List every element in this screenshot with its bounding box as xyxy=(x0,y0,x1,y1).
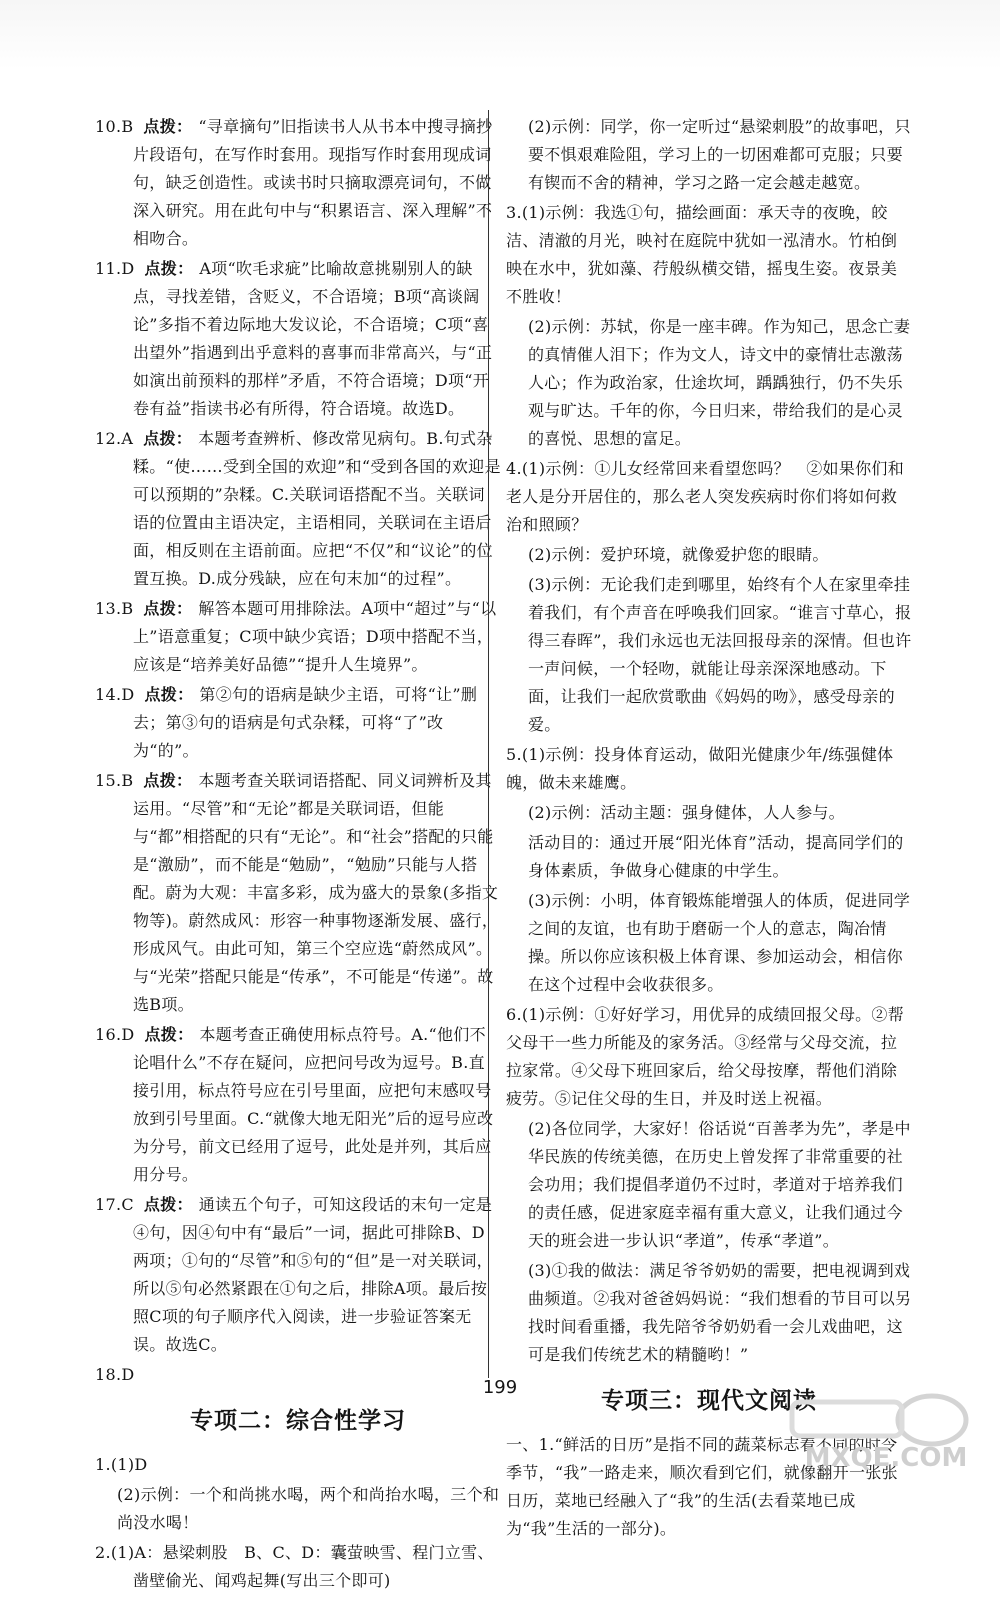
answer-paragraph: (2)示例：苏轼，你是一座丰碑。作为知己，思念亡妻的真情催人泪下；作为文人，诗文中的豪情壮志激荡人心；作为政治家，仕途坎坷，踽踽独行，仍不失乐观与旷达。千年的你，今日归来，带给我们的是心灵的喜悦、思想的富足。 xyxy=(528,317,911,448)
hint-label: 点拨： xyxy=(144,259,194,278)
answer-paragraph: 4.(1)示例：①儿女经常回来看望您吗？ ②如果你们和老人是分开居住的，那么老人突发疾病时你们将如何救治和照顾？ xyxy=(506,459,905,534)
answer-text: 本题考查关联词语搭配、同义词辨析及其运用。“尽管”和“无论”都是关联词语，但能与“都”相搭配的只有“无论”。和“社会”搭配的只能是“激励”，而不能是“勉励”，“勉励”只能与人搭配。蔚为大观：丰富多彩，成为盛大的景象(多指文物等)。蔚然成风：形容一种事物逐渐发展、盛行，形成风气。由此可知，第三个空应选“蔚然成风”。与“光荣”搭配只能是“传承”，不可能是“传递”。故选B项。 xyxy=(133,771,499,1014)
answer-text: 第②句的语病是缺少主语，可将“让”删去；第③句的语病是句式杂糅，可将“了”改为“的”。 xyxy=(133,685,478,760)
answer-paragraph: (3)示例：无论我们走到哪里，始终有个人在家里牵挂着我们，有个声音在呼唤我们回家。“谁言寸草心，报得三春晖”，我们永远也无法回报母亲的深情。但也许一声问候，一个轻吻，就能让母亲深深地感动。下面，让我们一起欣赏歌曲《妈妈的吻》，感受母亲的爱。 xyxy=(528,575,912,734)
section-heading-2: 专项二：综合性学习 xyxy=(190,1407,406,1434)
answer-10 xyxy=(95,113,501,253)
answer-text: 本题考查正确使用标点符号。A.“他们不论唱什么”不存在疑问，应把问号改为逗号。B.直接引用，标点符号应在引号里面，应把句末感叹号放到引号里面。C.“就像大地无阳光”后的逗号应改为分号，前文已经用了逗号，此处是并列，其后应用分号。 xyxy=(133,1025,494,1184)
answer-number: 11.D xyxy=(95,259,135,278)
answer-text: 通读五个句子，可知这段话的末句一定是④句，因④句中有“最后”一词，据此可排除B、D两项；①句的“尽管”和⑤句的“但”是一对关联词，所以⑤句必然紧跟在①句之后，排除A项。最后按照C项的句子顺序代入阅读，进一步验证答案无误。故选C。 xyxy=(133,1195,493,1354)
answer-paragraph: (3)示例：小明，体育锻炼能增强人的体质，促进同学之间的友谊，也有助于磨砺一个人的意志，陶冶情操。所以你应该积极上体育课、参加运动会，相信你在这个过程中会收获很多。 xyxy=(528,891,911,994)
answer-14 xyxy=(95,681,501,765)
section2-item-1-2: (2)示例：一个和尚挑水喝，两个和尚抬水喝，三个和尚没水喝！ xyxy=(117,1485,500,1532)
answer-paragraph: (3)①我的做法：满足爷爷奶奶的需要，把电视调到戏曲频道。②我对爸爸妈妈说：“我们想看的节目可以另找时间看重播，我先陪爷爷奶奶看一会儿戏曲吧，这可是我们传统艺术的精髓哟！” xyxy=(528,1261,912,1364)
answer-number: 16.D xyxy=(95,1025,135,1044)
hint-label: 点拨： xyxy=(143,771,193,790)
answer-paragraph: 6.(1)示例：①好好学习，用优异的成绩回报父母。②帮父母干一些力所能及的家务活。③经常与父母交流，拉拉家常。④父母下班回家后，给父母按摩，帮他们消除疲劳。⑤记住父母的生日，并及时送上祝福。 xyxy=(506,1005,905,1108)
answer-number: 10.B xyxy=(95,117,134,136)
left-column xyxy=(95,113,501,1597)
answer-paragraph: (2)示例：爱护环境，就像爱护您的眼睛。 xyxy=(528,545,829,564)
answer-paragraph: 一、1.“鲜活的日历”是指不同的蔬菜标志着不同的时令季节，“我”一路走来，顺次看到它们，就像翻开一张张日历，菜地已经融入了“我”的生活(去看菜地已成为“我”生活的一部分)。 xyxy=(506,1435,898,1538)
hint-label: 点拨： xyxy=(143,429,193,448)
section-heading-3: 专项三：现代文阅读 xyxy=(601,1387,817,1414)
page-top-shade xyxy=(0,0,1000,70)
answer-15 xyxy=(95,767,501,1019)
answer-paragraph: 活动目的：通过开展“阳光体育”活动，提高同学们的身体素质，争做身心健康的中学生。 xyxy=(528,833,904,880)
answer-12 xyxy=(95,425,501,593)
answer-11 xyxy=(95,255,501,423)
hint-label: 点拨： xyxy=(143,117,193,136)
answer-number: 18.D xyxy=(95,1365,135,1384)
right-column xyxy=(506,113,912,1545)
hint-label: 点拨： xyxy=(144,1025,194,1044)
watermark-text: MXQE.COM xyxy=(804,1443,968,1472)
answer-number: 15.B xyxy=(95,771,134,790)
answer-paragraph: (2)示例：活动主题：强身健体，人人参与。 xyxy=(528,803,845,822)
answer-paragraph: 5.(1)示例：投身体育运动，做阳光健康少年/练强健体魄，做未来雄鹰。 xyxy=(506,745,894,792)
answer-number: 12.A xyxy=(95,429,134,448)
answer-17 xyxy=(95,1191,501,1359)
answer-13 xyxy=(95,595,501,679)
hint-label: 点拨： xyxy=(143,599,193,618)
answer-paragraph: (2)示例：同学，你一定听过“悬梁刺股”的故事吧，只要不惧艰难险阻，学习上的一切困难都可克服；只要有锲而不舍的精神，学习之路一定会越走越宽。 xyxy=(528,117,911,192)
watermark-logo xyxy=(782,1392,987,1472)
answer-number: 14.D xyxy=(95,685,135,704)
hint-label: 点拨： xyxy=(143,1195,193,1214)
page-number: 199 xyxy=(482,1377,518,1398)
section2-item-2-1: 2.(1)A：悬梁刺股 B、C、D：囊萤映雪、程门立雪、凿壁偷光、闻鸡起舞(写出三个即可) xyxy=(95,1543,494,1590)
answer-16 xyxy=(95,1021,501,1189)
answer-text: “寻章摘句”旧指读书人从书本中搜寻摘抄片段语句，在写作时套用。现指写作时套用现成词句，缺乏创造性。或读书时只摘取漂亮词句，不做深入研究。用在此句中与“积累语言、深入理解”不相吻合。 xyxy=(133,117,493,248)
column-divider xyxy=(488,110,489,1378)
answer-number: 17.C xyxy=(95,1195,134,1214)
answer-text: 解答本题可用排除法。A项中“超过”与“以上”语意重复；C项中缺少宾语；D项中搭配不当，应该是“培养美好品德”“提升人生境界”。 xyxy=(133,599,497,674)
section2-item-1-1: 1.(1)D xyxy=(95,1455,148,1474)
answer-paragraph: (2)各位同学，大家好！俗话说“百善孝为先”，孝是中华民族的传统美德，在历史上曾发挥了非常重要的社会功用；我们提倡孝道仍不过时，孝道对于培养我们的责任感，促进家庭幸福有重大意义，让我们通过今天的班会进一步认识“孝道”，传承“孝道”。 xyxy=(528,1119,911,1250)
answer-text: A项“吹毛求疵”比喻故意挑剔别人的缺点，寻找差错，含贬义，不合语境；B项“高谈阔论”多指不着边际地大发议论，不合语境；C项“喜出望外”指遇到出乎意料的喜事而非常高兴，与“正如演出前预料的那样”矛盾，不符合语境；D项“开卷有益”指读书必有所得，符合语境。故选D。 xyxy=(133,259,493,418)
answer-text: 本题考查辨析、修改常见病句。B.句式杂糅。“使……受到全国的欢迎”和“受到各国的欢迎是可以预期的”杂糅。C.关联词语搭配不当。关联词语的位置由主语决定，主语相同，关联词在主语后面，相反则在主语前面。应把“不仅”和“议论”的位置互换。D.成分残缺，应在句末加“的过程”。 xyxy=(133,429,501,588)
answer-number: 13.B xyxy=(95,599,134,618)
answer-paragraph: 3.(1)示例：我选①句，描绘画面：承天寺的夜晚，皎洁、清澈的月光，映衬在庭院中犹如一泓清水。竹柏倒映在水中，犹如藻、荇般纵横交错，摇曳生姿。夜景美不胜收！ xyxy=(506,203,898,306)
hint-label: 点拨： xyxy=(144,685,194,704)
